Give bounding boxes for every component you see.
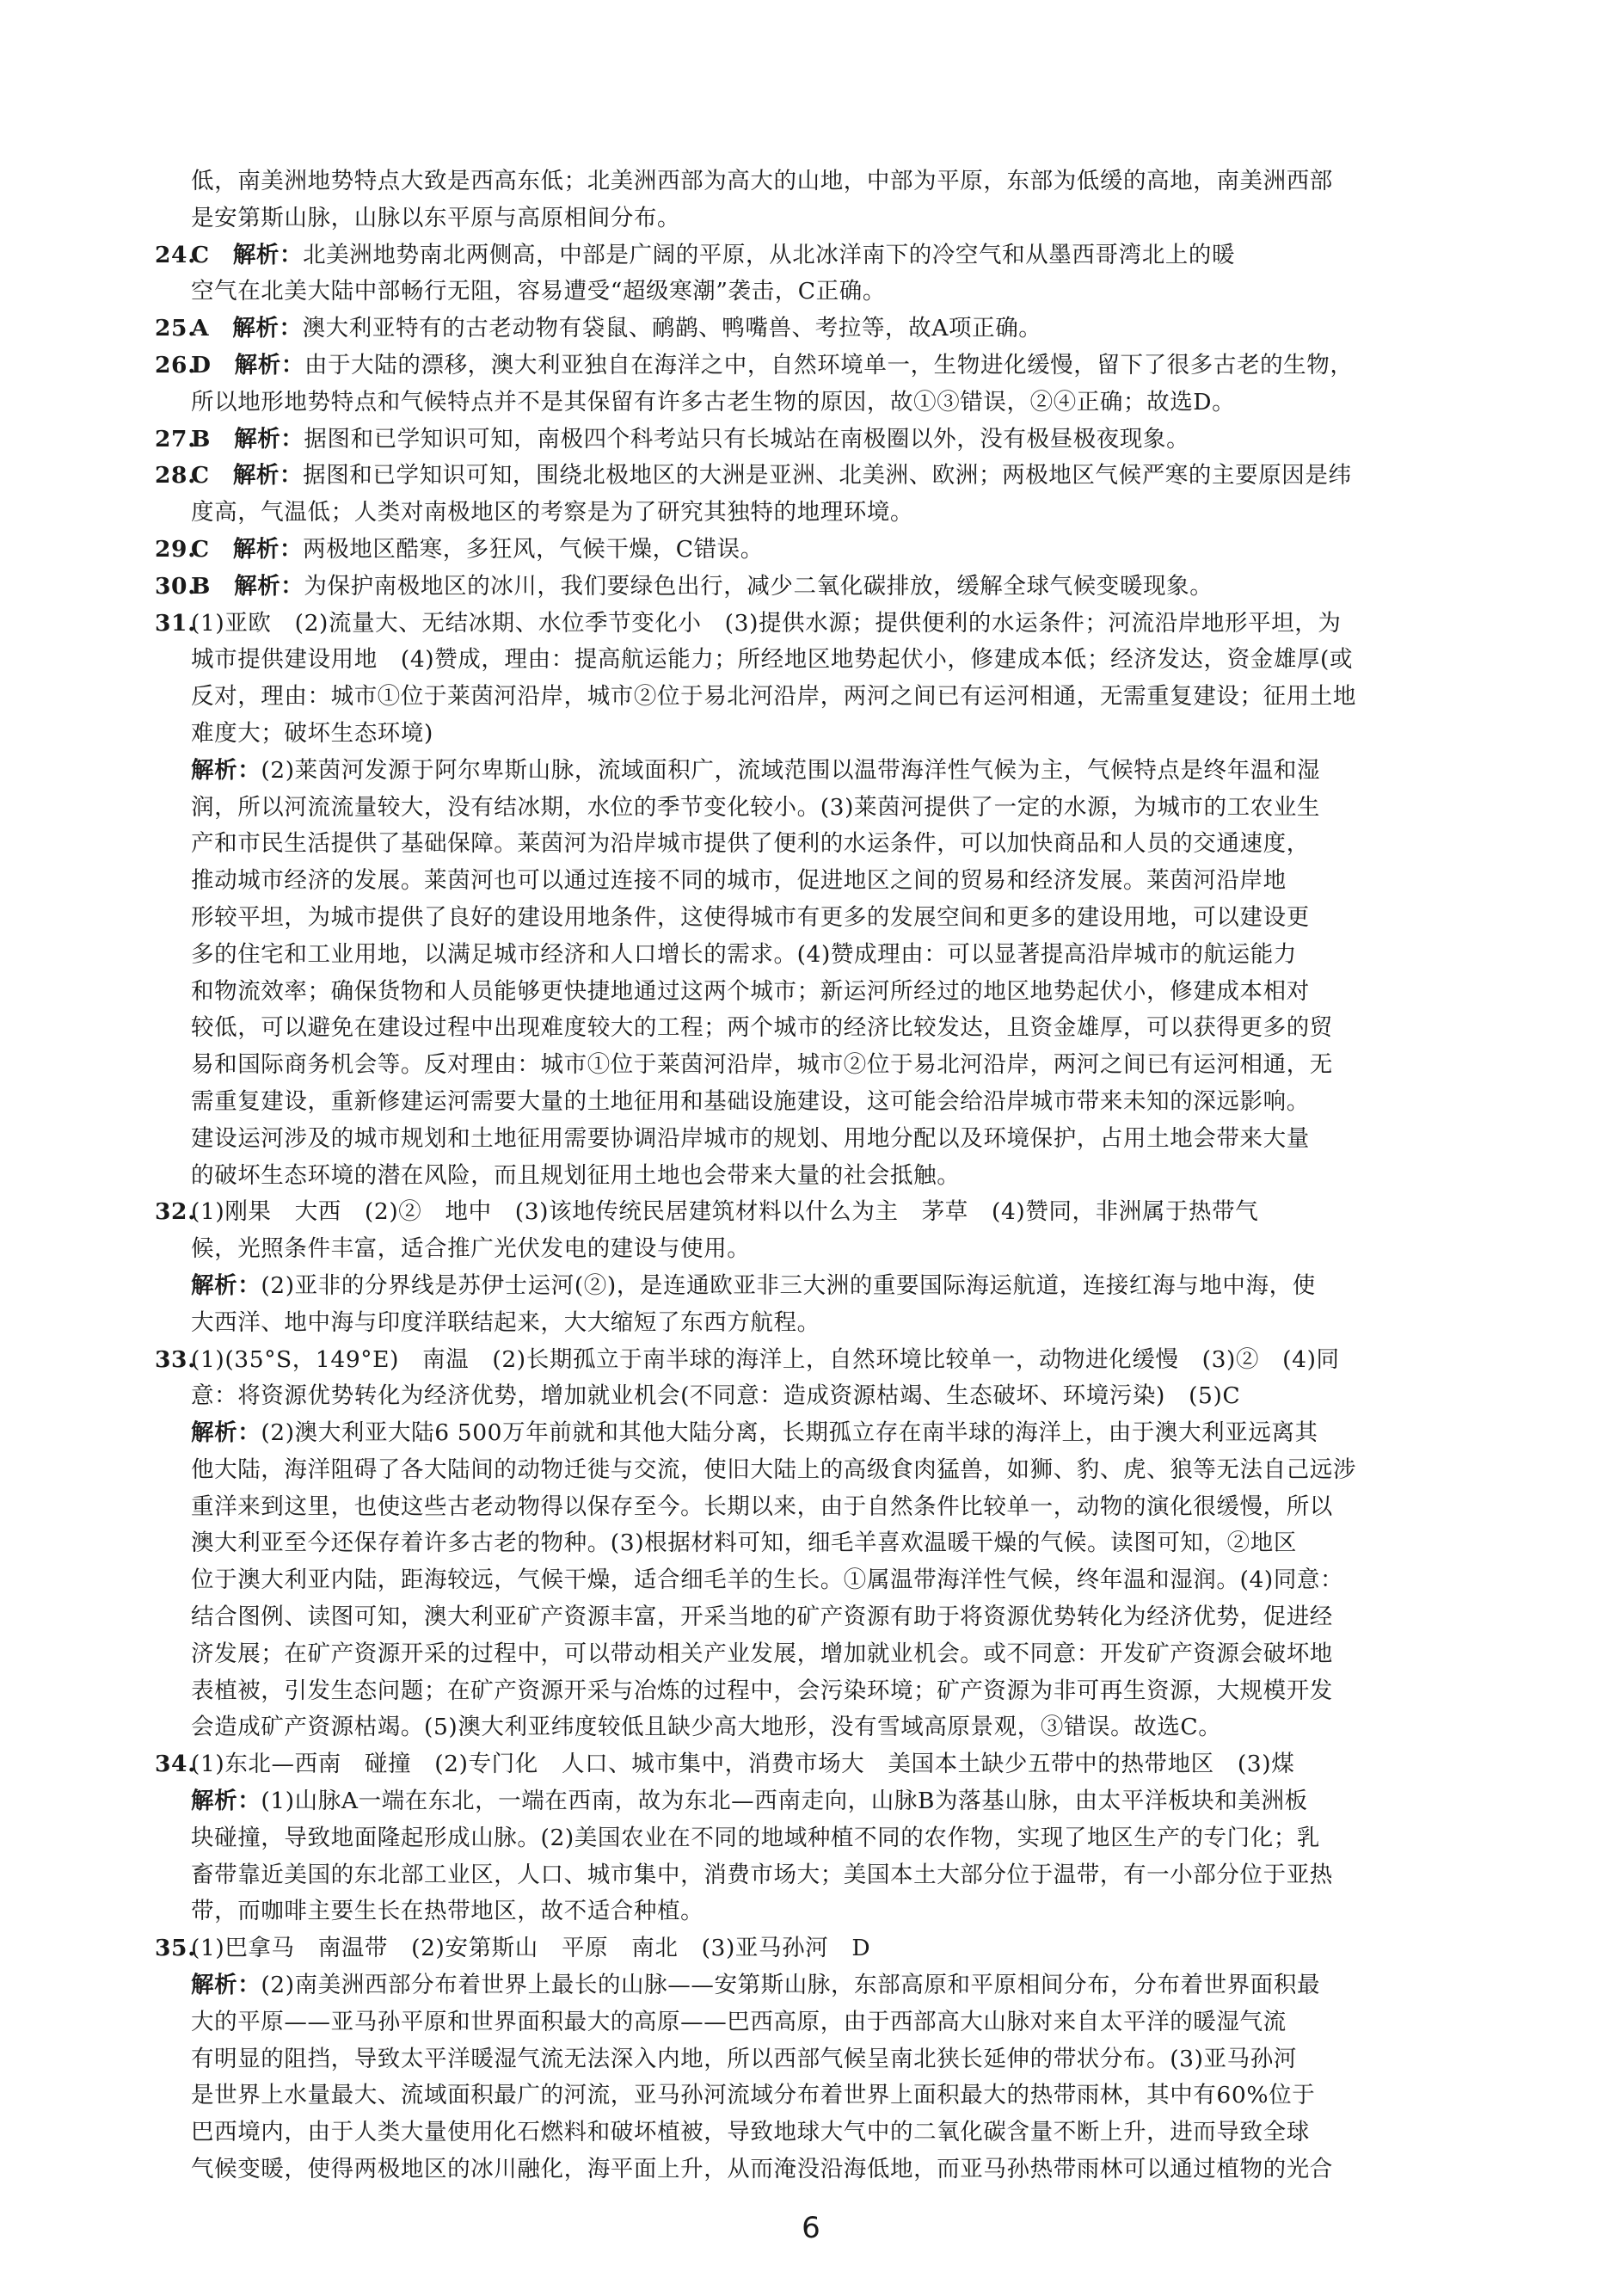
question-number: 32. (155, 1198, 196, 1226)
text-line (191, 2041, 1467, 2078)
text-line (191, 1599, 1467, 1636)
page-number: 6 (802, 2211, 820, 2245)
line-text: 难度大；破坏生态环境) (191, 719, 433, 747)
question-line (155, 458, 1467, 495)
line-text: 城市提供建设用地 (4)赞成，理由：提高航运能力；所经地区地势起伏小，修建成本低；经济发达，资金雄厚(或 (191, 646, 1354, 674)
question-number: 29. (155, 535, 196, 563)
question-number: 24. (155, 241, 196, 268)
text-line (191, 1305, 1467, 1342)
question-number: 27. (155, 425, 196, 452)
text-line (191, 1857, 1467, 1894)
question-number: 35. (155, 1935, 196, 1962)
text-line (191, 1562, 1467, 1599)
line-text: 候，光照条件丰富，适合推广光伏发电的建设与使用。 (191, 1235, 751, 1263)
line-text: 北美洲地势南北两侧高，中部是广阔的平原，从北冰洋南下的冷空气和从墨西哥湾北上的暖 (303, 241, 1236, 268)
text-line (191, 753, 1467, 790)
answer-label: A 解析： (191, 315, 303, 342)
line-text: (1)巴拿马 南温带 (2)安第斯山 平原 南北 (3)亚马孙河 D (191, 1935, 871, 1962)
line-text: 推动城市经济的发展。莱茵河也可以通过连接不同的城市，促进地区之间的贸易和经济发展。莱茵河沿岸地 (191, 867, 1287, 895)
line-text: 气候变暖，使得两极地区的冰川融化，海平面上升，从而淹没沿海低地，而亚马孙热带雨林可以通过植物的光合 (191, 2156, 1333, 2183)
line-text: 大的平原——亚马孙平原和世界面积最大的高原——巴西高原，由于西部高大山脉对来自太平洋的暖湿气流 (191, 2008, 1287, 2035)
line-text: 有明显的阻挡，导致太平洋暖湿气流无法深入内地，所以西部气候呈南北狭长延伸的带状分布。(3)亚马孙河 (191, 2045, 1297, 2072)
answer-label: C 解析： (191, 241, 304, 268)
text-line (191, 974, 1467, 1011)
line-text: (2)亚非的分界线是苏伊士运河(②)，是连通欧亚非三大洲的重要国际海运航道，连接红海与地中海，使 (261, 1271, 1316, 1299)
line-text: 易和国际商务机会等。反对理由：城市①位于莱茵河沿岸，城市②位于易北河沿岸，两河之间已有运河相通，无 (191, 1051, 1333, 1079)
text-line (191, 2004, 1467, 2041)
text-line (191, 200, 1467, 237)
answer-label: 解析： (191, 756, 261, 784)
question-number: 30. (155, 572, 196, 600)
line-text: (1)(35°S，149°E) 南温 (2)长期孤立于南半球的海洋上，自然环境比较单一，动物进化缓慢 (3)② (4)同 (191, 1345, 1340, 1373)
answer-label: B 解析： (191, 425, 304, 452)
line-text: 大西洋、地中海与印度洋联结起来，大大缩短了东西方航程。 (191, 1308, 820, 1336)
text-line (191, 1158, 1467, 1195)
line-text: 需重复建设，重新修建运河需要大量的土地征用和基础设施建设，这可能会给沿岸城市带来未知的深远影响。 (191, 1087, 1310, 1115)
line-text: 建设运河涉及的城市规划和土地征用需要协调沿岸城市的规划、用地分配以及环境保护，占用土地会带来大量 (191, 1124, 1310, 1152)
line-text: 济发展；在矿产资源开采的过程中，可以带动相关产业发展，增加就业机会。或不同意：开发矿产资源会破坏地 (191, 1640, 1333, 1667)
line-text: 表植被，引发生态问题；在矿产资源开采与冶炼的过程中，会污染环境；矿产资源为非可再生资源，大规模开发 (191, 1677, 1333, 1704)
text-line (191, 2114, 1467, 2151)
text-line (191, 900, 1467, 937)
text-line (191, 1452, 1467, 1489)
line-text: 他大陆，海洋阻碍了各大陆间的动物迁徙与交流，使旧大陆上的高级食肉猛兽，如狮、豹、虎、狼等无法自己远涉 (191, 1456, 1356, 1483)
text-line (191, 1231, 1467, 1268)
question-line (155, 1746, 1467, 1783)
answer-label: 解析： (191, 1271, 261, 1299)
line-text: (2)澳大利亚大陆6 500万年前就和其他大陆分离，长期孤立存在南半球的海洋上，由于澳大利亚远离其 (261, 1419, 1318, 1447)
question-line (155, 532, 1467, 569)
question-number: 31. (155, 609, 196, 637)
text-line (191, 1415, 1467, 1452)
line-text: 是世界上水量最大、流域面积最广的河流，亚马孙河流域分布着世界上面积最大的热带雨林，其中有60%位于 (191, 2082, 1316, 2109)
line-text: 意：将资源优势转化为经济优势，增加就业机会(不同意：造成资源枯竭、生态破坏、环境污染) (5)C (191, 1382, 1241, 1410)
text-line (191, 863, 1467, 900)
text-line (191, 1268, 1467, 1305)
line-text: 由于大陆的漂移，澳大利亚独自在海洋之中，自然环境单一，生物进化缓慢，留下了很多古老的生物， (304, 351, 1354, 379)
question-line (155, 606, 1467, 643)
line-text: 澳大利亚特有的古老动物有袋鼠、鸸鹋、鸭嘴兽、考拉等，故A项正确。 (302, 315, 1042, 342)
line-text: 为保护南极地区的冰川，我们要绿色出行，减少二氧化碳排放，缓解全球气候变暖现象。 (304, 572, 1213, 600)
text-line (191, 716, 1467, 753)
line-text: 据图和已学知识可知，围绕北极地区的大洲是亚洲、北美洲、欧洲；两极地区气候严寒的主要原因是纬 (303, 462, 1352, 489)
answer-label: 解析： (191, 1419, 261, 1447)
answer-label: C 解析： (191, 535, 304, 563)
question-line (155, 422, 1467, 459)
line-text: 两极地区酷寒，多狂风，气候干燥，C错误。 (303, 535, 764, 563)
text-line (191, 495, 1467, 532)
line-text: 空气在北美大陆中部畅行无阻，容易遭受“超级寒潮”袭击，C正确。 (191, 278, 886, 305)
line-text: (2)南美洲西部分布着世界上最长的山脉——安第斯山脉，东部高原和平原相间分布，分布着世界面积最 (261, 1972, 1321, 1999)
answer-label: C 解析： (191, 462, 304, 489)
line-text: 据图和已学知识可知，南极四个科考站只有长城站在南极圈以外，没有极昼极夜现象。 (304, 425, 1190, 452)
line-text: 畜带靠近美国的东北部工业区，人口、城市集中，消费市场大；美国本土大部分位于温带，有一小部分位于亚热 (191, 1861, 1333, 1888)
text-line (191, 1783, 1467, 1820)
line-text: (2)莱茵河发源于阿尔卑斯山脉，流域面积广，流域范围以温带海洋性气候为主，气候特点是终年温和湿 (261, 756, 1321, 784)
line-text: 块碰撞，导致地面隆起形成山脉。(2)美国农业在不同的地域种植不同的农作物，实现了地区生产的专门化；乳 (191, 1824, 1321, 1851)
text-line (191, 2151, 1467, 2188)
text-line (191, 274, 1467, 311)
text-line (191, 1820, 1467, 1857)
text-line (191, 1967, 1467, 2004)
line-text: 多的住宅和工业用地，以满足城市经济和人口增长的需求。(4)赞成理由：可以显著提高沿岸城市的航运能力 (191, 940, 1297, 968)
line-text: 重洋来到这里，也使这些古老动物得以保存至今。长期以来，由于自然条件比较单一，动物的演化很缓慢，所以 (191, 1493, 1333, 1520)
text-line (191, 1673, 1467, 1710)
question-number: 33. (155, 1345, 196, 1373)
line-text: 润，所以河流流量较大，没有结冰期，水位的季节变化较小。(3)莱茵河提供了一定的水源，为城市的工农业生 (191, 793, 1321, 821)
line-text: 位于澳大利亚内陆，距海较远，气候干燥，适合细毛羊的生长。①属温带海洋性气候，终年温和湿润。(4)同意： (191, 1567, 1344, 1594)
question-number: 34. (155, 1751, 196, 1778)
text-line (191, 1489, 1467, 1526)
question-line (155, 348, 1467, 385)
line-text: 澳大利亚至今还保存着许多古老的物种。(3)根据材料可知，细毛羊喜欢温暖干燥的气候。读图可知，②地区 (191, 1530, 1297, 1557)
text-line (191, 163, 1467, 200)
line-text: 是安第斯山脉，山脉以东平原与高原相间分布。 (191, 204, 681, 231)
line-text: 较低，可以避免在建设过程中出现难度较大的工程；两个城市的经济比较发达，且资金雄厚，可以获得更多的贸 (191, 1014, 1333, 1042)
answer-label: 解析： (191, 1972, 261, 1999)
question-number: 26. (155, 351, 196, 379)
text-line (191, 1378, 1467, 1415)
line-text: (1)刚果 大西 (2)② 地中 (3)该地传统民居建筑材料以什么为主 茅草 (4)赞同，非洲属于热带气 (191, 1198, 1259, 1226)
text-line (191, 1893, 1467, 1930)
answer-label: B 解析： (191, 572, 304, 600)
text-line (191, 1525, 1467, 1562)
line-text: 巴西境内，由于人类大量使用化石燃料和破坏植被，导致地球大气中的二氧化碳含量不断上升，进而导致全球 (191, 2119, 1310, 2146)
line-text: 低，南美洲地势特点大致是西高东低；北美洲西部为高大的山地，中部为平原，东部为低缓的高地，南美洲西部 (191, 168, 1333, 194)
answer-label: 解析： (191, 1788, 261, 1815)
text-line (191, 1709, 1467, 1746)
line-text: 反对，理由：城市①位于莱茵河沿岸，城市②位于易北河沿岸，两河之间已有运河相通，无需重复建设；征用土地 (191, 683, 1356, 711)
text-line (191, 1636, 1467, 1673)
line-text: 带，而咖啡主要生长在热带地区，故不适合种植。 (191, 1898, 704, 1925)
question-line (155, 311, 1467, 348)
question-line (155, 1930, 1467, 1967)
text-line (191, 937, 1467, 974)
line-text: (1)山脉A一端在东北，一端在西南，故为东北—西南走向，山脉B为落基山脉，由太平洋板块和美洲板 (261, 1788, 1308, 1815)
line-text: (1)东北—西南 碰撞 (2)专门化 人口、城市集中，消费市场大 美国本土缺少五带中的热带地区 (3)煤 (191, 1751, 1295, 1778)
line-text: 所以地形地势特点和气候特点并不是其保留有许多古老生物的原因，故①③错误，②④正确；故选D。 (191, 388, 1236, 415)
line-text: (1)亚欧 (2)流量大、无结冰期、水位季节变化小 (3)提供水源；提供便利的水运条件；河流沿岸地形平坦，为 (191, 609, 1342, 637)
text-line (191, 679, 1467, 716)
question-line (155, 1342, 1467, 1379)
line-text: 结合图例、读图可知，澳大利亚矿产资源丰富，开采当地的矿产资源有助于将资源优势转化为经济优势，促进经 (191, 1604, 1333, 1631)
text-line (191, 1010, 1467, 1047)
question-number: 28. (155, 462, 196, 489)
text-line (191, 2077, 1467, 2114)
line-text: 度高，气温低；人类对南极地区的考察是为了研究其独特的地理环境。 (191, 499, 914, 526)
text-line (191, 385, 1467, 422)
line-text: 的破坏生态环境的潜在风险，而且规划征用土地也会带来大量的社会抵触。 (191, 1161, 961, 1189)
line-text: 形较平坦，为城市提供了良好的建设用地条件，这使得城市有更多的发展空间和更多的建设用地，可以建设更 (191, 903, 1310, 931)
line-text: 产和市民生活提供了基础保障。莱茵河为沿岸城市提供了便利的水运条件，可以加快商品和人员的交通速度， (191, 830, 1310, 858)
text-line (191, 1084, 1467, 1121)
question-line (155, 237, 1467, 274)
question-line (155, 1194, 1467, 1231)
line-text: 会造成矿产资源枯竭。(5)澳大利亚纬度较低且缺少高大地形，没有雪域高原景观，③错误。故选C。 (191, 1714, 1222, 1741)
text-line (191, 790, 1467, 827)
text-line (191, 1121, 1467, 1158)
line-text: 和物流效率；确保货物和人员能够更快捷地通过这两个城市；新运河所经过的地区地势起伏小，修建成本相对 (191, 977, 1310, 1005)
text-line (191, 642, 1467, 679)
answer-label: D 解析： (191, 351, 304, 379)
text-line (191, 826, 1467, 863)
text-line (191, 1047, 1467, 1084)
question-number: 25. (155, 315, 196, 342)
question-line (155, 569, 1467, 606)
